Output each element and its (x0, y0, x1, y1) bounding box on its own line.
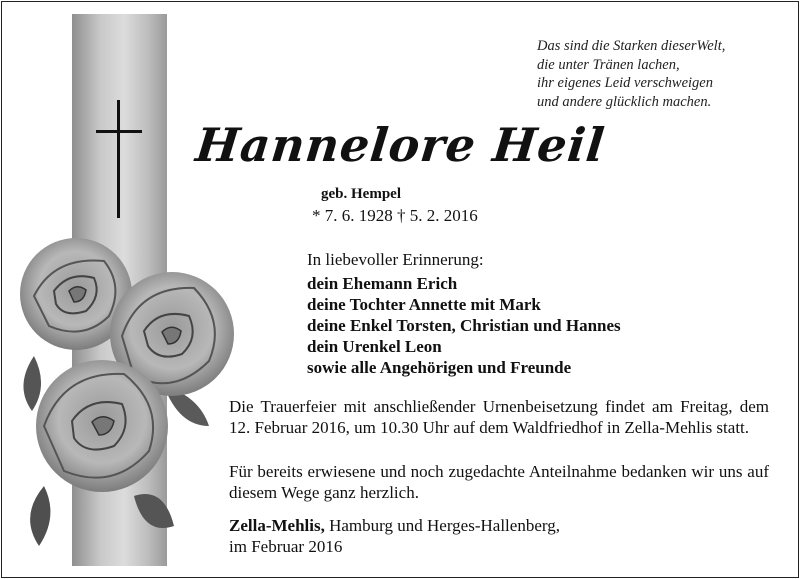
motto-line: die unter Tränen lachen, (537, 56, 680, 73)
thanks-paragraph: Für bereits erwiesene und noch zugedachte Anteilnahme bedanken wir uns auf diesem Wege ganz herzlich. (229, 462, 769, 502)
motto-line: ihr eigenes Leid verschweigen (537, 75, 713, 91)
maiden-name: geb. Hempel (321, 186, 401, 202)
mourner-line: sowie alle Angehörigen und Freunde (307, 358, 572, 377)
motto-line: und andere glücklich machen. (537, 93, 712, 110)
mourner-line: deine Tochter Annette mit Mark (307, 295, 541, 314)
deceased-name: Hannelore Heil (193, 118, 608, 172)
motto-poem (537, 37, 787, 111)
place-others: Hamburg und Herges-Hallenberg, (324, 516, 560, 535)
mourner-line: dein Urenkel Leon (307, 337, 442, 356)
cross-icon (96, 100, 144, 218)
motto-line: Das sind die Starken dieserWelt, (537, 38, 726, 54)
roses-image (14, 236, 234, 556)
memory-label: In liebevoller Erinnerung: (307, 250, 484, 269)
place-and-date (229, 515, 560, 557)
life-dates: * 7. 6. 1928 † 5. 2. 2016 (312, 206, 478, 225)
mourner-line: deine Enkel Torsten, Christian und Hannes (307, 316, 621, 335)
mourners-list (307, 273, 621, 378)
funeral-paragraph: Die Trauerfeier mit anschließender Urnenbeisetzung findet am Freitag, dem 12. Februar 2016, um 10.30 Uhr auf dem Waldfriedhof in Zella-Mehlis statt. (229, 397, 769, 437)
place-main: Zella-Mehlis, (229, 516, 325, 535)
mourner-line: dein Ehemann Erich (307, 274, 458, 293)
notice-date: im Februar 2016 (229, 537, 343, 556)
